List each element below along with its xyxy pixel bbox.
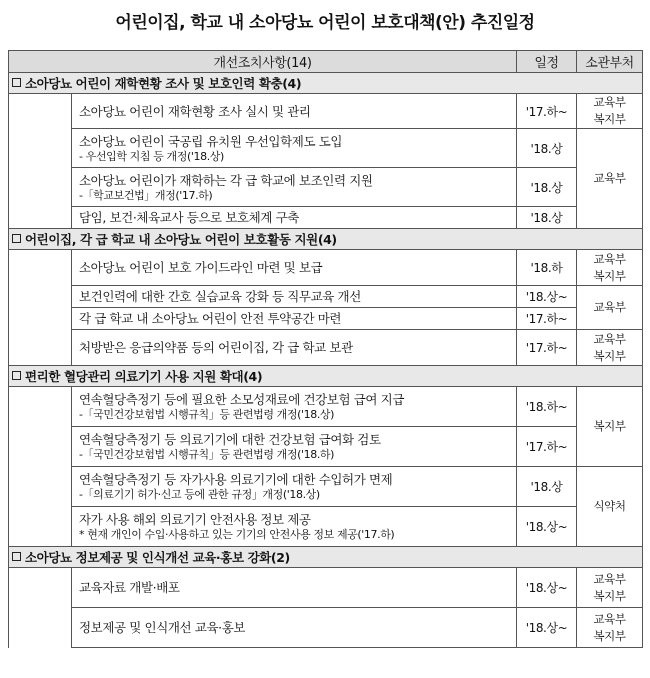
- measure-text: 소아당뇨 어린이가 재학하는 각 급 학교에 보조인력 지원: [79, 172, 373, 188]
- header-row: [9, 51, 643, 73]
- table-row: [9, 207, 643, 229]
- schedule-cell: '18.하~: [517, 387, 577, 427]
- measure-text: 연속혈당측정기 등에 필요한 소모성재료에 건강보험 급여 지급: [79, 392, 404, 407]
- schedule-cell: '17.하~: [517, 330, 577, 366]
- measure-subtext: * 현재 개인이 수입·사용하고 있는 기기의 안전사용 정보 제공('17.하): [79, 528, 395, 541]
- table-row: [9, 507, 643, 547]
- table-row: [9, 387, 643, 427]
- dept-label: 복지부: [593, 348, 626, 363]
- dept-cell: [577, 568, 643, 608]
- schedule-table: [8, 50, 643, 648]
- measure-cell: [72, 467, 517, 507]
- section-row: [9, 229, 643, 250]
- table-row: [9, 94, 643, 129]
- measure-subtext: -「국민건강보험법 시행규칙」등 관련법령 개정('18.상): [79, 408, 335, 421]
- measure-cell: 처방받은 응급의약품 등의 어린이집, 각 급 학교 보관: [72, 330, 517, 366]
- dept-label: 교육부: [593, 95, 626, 109]
- measure-cell: [72, 168, 517, 207]
- dept-cell: 식약처: [577, 467, 643, 547]
- checkbox-icon: [12, 371, 21, 380]
- measure-cell: [72, 129, 517, 168]
- dept-cell: 교육부: [577, 286, 643, 330]
- table-row: [9, 168, 643, 207]
- table-row: [9, 286, 643, 308]
- schedule-cell: '18.상~: [517, 507, 577, 547]
- dept-label: 교육부: [593, 611, 626, 626]
- measure-cell: 각 급 학교 내 소아당뇨 어린이 안전 투약공간 마련: [72, 308, 517, 330]
- checkbox-icon: [12, 234, 21, 243]
- dept-label: 복지부: [593, 628, 626, 643]
- measure-subtext: -「의료기기 허가·신고 등에 관한 규정」개정('18.상): [79, 488, 320, 501]
- dept-label: 복지부: [593, 112, 626, 126]
- measure-text: 연속혈당측정기 등 의료기기에 대한 건강보험 급여화 검토: [79, 432, 381, 447]
- measure-cell: 소아당뇨 어린이 재학현황 조사 실시 및 관리: [72, 94, 517, 129]
- measure-cell: 교육자료 개발·배포: [72, 568, 517, 608]
- dept-cell: [577, 94, 643, 129]
- table-row: [9, 568, 643, 608]
- schedule-cell: '18.상: [517, 129, 577, 168]
- table-row: [9, 308, 643, 330]
- dept-cell: [577, 608, 643, 648]
- dept-cell: [577, 330, 643, 366]
- measure-cell: 담임, 보건·체육교사 등으로 보호체계 구축: [72, 207, 517, 229]
- dept-cell: 교육부: [577, 129, 643, 229]
- measure-cell: 보건인력에 대한 간호 실습교육 강화 등 직무교육 개선: [72, 286, 517, 308]
- schedule-cell: '18.상~: [517, 608, 577, 648]
- schedule-cell: '18.상~: [517, 568, 577, 608]
- page-title: 어린이집, 학교 내 소아당뇨 어린이 보호대책(안) 추진일정: [115, 13, 535, 33]
- checkbox-icon: [12, 552, 21, 561]
- section-label: 소아당뇨 어린이 재학현황 조사 및 보호인력 확충(4): [25, 76, 302, 91]
- dept-label: 복지부: [593, 268, 626, 283]
- schedule-cell: '18.상: [517, 168, 577, 207]
- table-row: [9, 250, 643, 286]
- schedule-cell: '17.하~: [517, 94, 577, 129]
- schedule-cell: '18.상~: [517, 286, 577, 308]
- section-label: 소아당뇨 정보제공 및 인식개선 교육·홍보 강화(2): [25, 550, 290, 565]
- table-row: [9, 129, 643, 168]
- measure-cell: [72, 387, 517, 427]
- measure-subtext: - 우선입학 지침 등 개정('18.상): [79, 149, 224, 163]
- section-label: 어린이집, 각 급 학교 내 소아당뇨 어린이 보호활동 지원(4): [25, 232, 337, 247]
- header-measure: 개선조치사항(14): [9, 51, 517, 73]
- schedule-cell: '17.하~: [517, 308, 577, 330]
- measure-text: 자가 사용 해외 의료기기 안전사용 정보 제공: [79, 512, 311, 527]
- schedule-cell: '17.하~: [517, 427, 577, 467]
- schedule-cell: '18.하: [517, 250, 577, 286]
- measure-cell: 정보제공 및 인식개선 교육·홍보: [72, 608, 517, 648]
- measure-text: 연속혈당측정기 등 자가사용 의료기기에 대한 수입허가 면제: [79, 472, 393, 487]
- measure-text: 소아당뇨 어린이 국공립 유치원 우선입학제도 도입: [79, 133, 343, 149]
- measure-subtext: -「학교보건법」개정('17.하): [79, 188, 213, 202]
- section-row: [9, 366, 643, 387]
- dept-cell: [577, 250, 643, 286]
- measure-cell: 소아당뇨 어린이 보호 가이드라인 마련 및 보급: [72, 250, 517, 286]
- section-row: [9, 547, 643, 568]
- measure-subtext: -「국민건강보험법 시행규칙」등 관련법령 개정('18.하): [79, 448, 335, 461]
- schedule-cell: '18.상: [517, 467, 577, 507]
- table-row: [9, 427, 643, 467]
- header-schedule: 일정: [517, 51, 577, 73]
- section-label: 편리한 혈당관리 의료기기 사용 지원 확대(4): [25, 369, 263, 384]
- schedule-cell: '18.상: [517, 207, 577, 229]
- table-row: [9, 467, 643, 507]
- checkbox-icon: [12, 78, 21, 87]
- measure-cell: [72, 507, 517, 547]
- header-dept: 소관부처: [577, 51, 643, 73]
- section-row: [9, 73, 643, 94]
- table-row: [9, 608, 643, 648]
- dept-label: 교육부: [593, 331, 626, 346]
- dept-label: 교육부: [593, 251, 626, 266]
- dept-cell: 복지부: [577, 387, 643, 467]
- dept-label: 교육부: [593, 571, 626, 586]
- table-row: [9, 330, 643, 366]
- measure-cell: [72, 427, 517, 467]
- dept-label: 복지부: [593, 588, 626, 603]
